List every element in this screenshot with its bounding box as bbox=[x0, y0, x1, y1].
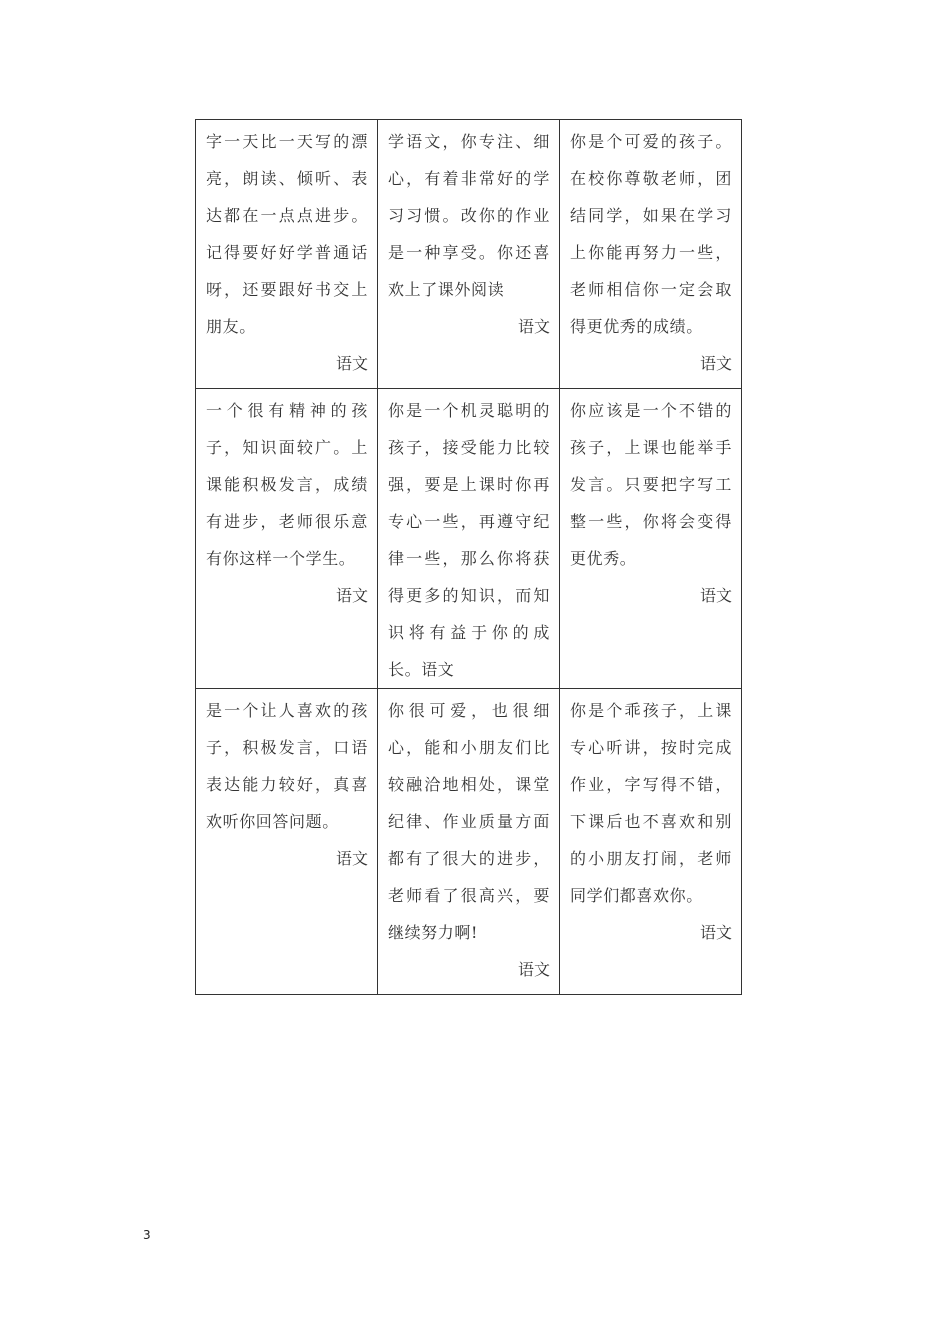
table-cell bbox=[378, 389, 560, 689]
subject-signature: 语文 bbox=[517, 317, 550, 336]
subject-signature: 语文 bbox=[699, 923, 732, 942]
comment-text: 你很可爱，也很细心，能和小朋友们比较融洽地相处，课堂纪律、作业质量方面都有了很大的进步，老师看了很高兴，要继续努力啊! bbox=[388, 701, 550, 942]
table-row bbox=[196, 120, 742, 389]
table-cell bbox=[196, 689, 378, 995]
subject-signature: 语文 bbox=[335, 849, 368, 868]
comment-text: 字一天比一天写的漂亮，朗读、倾听、表达都在一点点进步。记得要好好学普通话呀，还要跟好书交上朋友。 bbox=[206, 132, 368, 336]
subject-signature: 语文 bbox=[335, 586, 368, 605]
comment-text: 你应该是一个不错的孩子，上课也能举手发言。只要把字写工整一些，你将会变得更优秀。 bbox=[570, 401, 732, 568]
page-number: 3 bbox=[143, 1228, 151, 1242]
table-cell bbox=[560, 689, 742, 995]
comment-text: 你是个乖孩子，上课专心听讲，按时完成作业，字写得不错，下课后也不喜欢和别的小朋友打闹，老师同学们都喜欢你。 bbox=[570, 701, 732, 905]
comment-text: 学语文，你专注、细心，有着非常好的学习习惯。改你的作业是一种享受。你还喜欢上了课外阅读 bbox=[388, 132, 550, 299]
subject-signature: 语文 bbox=[517, 960, 550, 979]
comment-text: 一个很有精神的孩子，知识面较广。上课能积极发言，成绩有进步，老师很乐意有你这样一个学生。 bbox=[206, 401, 368, 568]
comment-text: 是一个让人喜欢的孩子，积极发言，口语表达能力较好，真喜欢听你回答问题。 bbox=[206, 701, 368, 831]
table-cell bbox=[560, 389, 742, 689]
table-cell bbox=[196, 389, 378, 689]
comment-text: 你是个可爱的孩子。在校你尊敬老师，团结同学，如果在学习上你能再努力一些，老师相信你一定会取得更优秀的成绩。 bbox=[570, 132, 732, 336]
table-row bbox=[196, 389, 742, 689]
subject-signature: 语文 bbox=[699, 354, 732, 373]
table-cell bbox=[560, 120, 742, 389]
table-cell bbox=[196, 120, 378, 389]
table-cell bbox=[378, 689, 560, 995]
subject-signature: 语文 bbox=[699, 586, 732, 605]
subject-signature: 语文 bbox=[335, 354, 368, 373]
table-cell bbox=[378, 120, 560, 389]
comment-text: 你是一个机灵聪明的孩子，接受能力比较强，要是上课时你再专心一些，再遵守纪律一些，那么你将获得更多的知识，而知识将有益于你的成长。语文 bbox=[388, 401, 550, 679]
comments-table bbox=[195, 119, 742, 995]
table-row bbox=[196, 689, 742, 995]
